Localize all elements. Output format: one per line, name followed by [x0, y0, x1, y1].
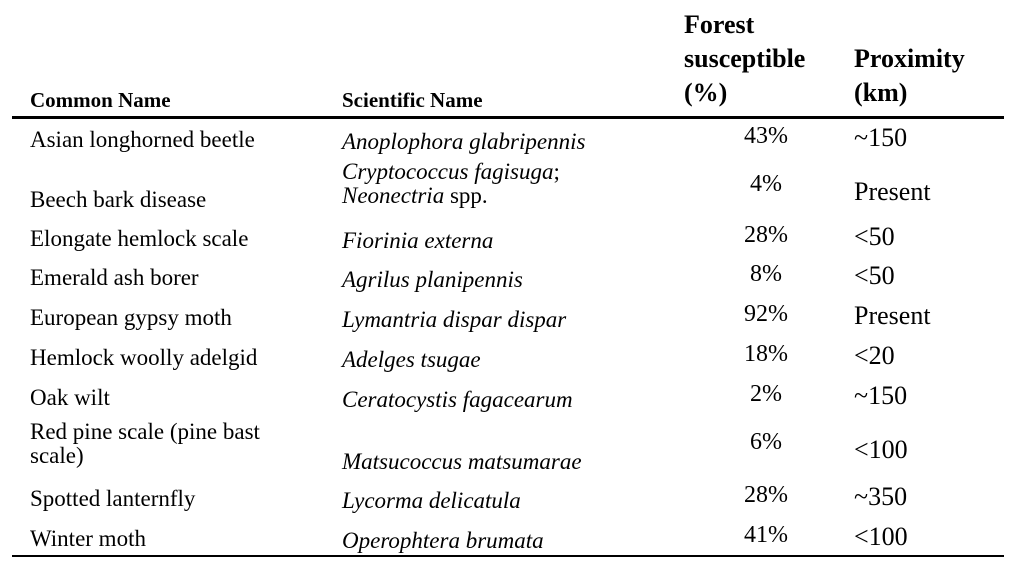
common-name-cell: Emerald ash borer: [30, 265, 199, 290]
scientific-name-italic: Ceratocystis fagacearum: [342, 387, 573, 412]
header-proximity-line: Proximity: [854, 44, 965, 73]
proximity-cell: <100: [854, 435, 908, 464]
scientific-name-cell: [342, 348, 481, 372]
scientific-name-italic: Matsucoccus matsumarae: [342, 449, 582, 474]
proximity-cell: <20: [854, 341, 895, 370]
forest-susceptible-cell: 4%: [750, 171, 782, 197]
forest-susceptible-cell: 18%: [744, 341, 788, 367]
scientific-name-cell: [342, 489, 521, 513]
proximity-cell: <100: [854, 522, 908, 551]
scientific-name-italic: Lycorma delicatula: [342, 488, 521, 513]
common-name-cell: Winter moth: [30, 526, 146, 551]
scientific-name-cell: [342, 160, 560, 184]
proximity-cell: <50: [854, 261, 895, 290]
scientific-name-cell: [342, 529, 544, 553]
scientific-name-italic: Adelges tsugae: [342, 347, 481, 372]
scientific-name-italic: Anoplophora glabripennis: [342, 129, 586, 154]
forest-susceptible-cell: 28%: [744, 482, 788, 508]
common-name-cell: Beech bark disease: [30, 187, 207, 212]
scientific-name-plain: ;: [553, 159, 560, 184]
forest-susceptible-cell: 2%: [750, 381, 782, 407]
forest-susceptible-cell: 28%: [744, 222, 788, 248]
scientific-name-cell: [342, 450, 582, 474]
forest-susceptible-cell: 41%: [744, 522, 788, 548]
scientific-name-italic: Lymantria dispar dispar: [342, 307, 567, 332]
scientific-name-italic: Neonectria: [342, 183, 445, 208]
header-proximity-line: (km): [854, 78, 908, 107]
scientific-name-italic: Fiorinia externa: [342, 228, 494, 253]
forest-susceptible-cell: 8%: [750, 261, 782, 287]
proximity-cell: Present: [854, 301, 931, 330]
forest-susceptible-cell: 6%: [750, 429, 782, 455]
forest-susceptible-cell: 92%: [744, 301, 788, 327]
scientific-name-cell: [342, 268, 523, 292]
common-name-cell: Asian longhorned beetle: [30, 127, 255, 152]
common-name-cell: Spotted lanternfly: [30, 486, 196, 511]
scientific-name-cell: [342, 388, 573, 412]
common-name-cell: Oak wilt: [30, 385, 110, 410]
common-name-cell: Elongate hemlock scale: [30, 226, 249, 251]
common-name-cell: Hemlock woolly adelgid: [30, 345, 258, 370]
species-table: [12, 0, 1004, 583]
common-name-cell: scale): [30, 443, 84, 468]
proximity-cell: ~150: [854, 381, 908, 410]
proximity-cell: Present: [854, 177, 931, 206]
header-common-name: Common Name: [30, 88, 171, 112]
scientific-name-italic: Operophtera brumata: [342, 528, 544, 553]
scientific-name-cell: [342, 308, 566, 332]
proximity-cell: <50: [854, 222, 895, 251]
header-forest-line: Forest: [684, 10, 755, 39]
common-name-cell: European gypsy moth: [30, 305, 232, 330]
scientific-name-italic: Cryptococcus fagisuga: [342, 159, 554, 184]
header-forest-line: susceptible: [684, 44, 806, 73]
header-forest-line: (%): [684, 78, 728, 107]
header-forest-susceptible: [684, 8, 805, 110]
bottom-rule: [12, 555, 1004, 557]
scientific-name-italic: Agrilus planipennis: [342, 267, 523, 292]
top-rule: [12, 116, 1004, 119]
header-scientific-name: Scientific Name: [342, 88, 483, 112]
proximity-cell: ~350: [854, 482, 908, 511]
scientific-name-cell: [342, 130, 585, 154]
common-name-cell: Red pine scale (pine bast: [30, 419, 260, 444]
scientific-name-plain: spp.: [444, 183, 488, 208]
forest-susceptible-cell: 43%: [744, 123, 788, 149]
proximity-cell: ~150: [854, 123, 908, 152]
scientific-name-cell: [342, 229, 493, 253]
scientific-name-cell: [342, 184, 488, 208]
header-proximity: [854, 42, 965, 110]
